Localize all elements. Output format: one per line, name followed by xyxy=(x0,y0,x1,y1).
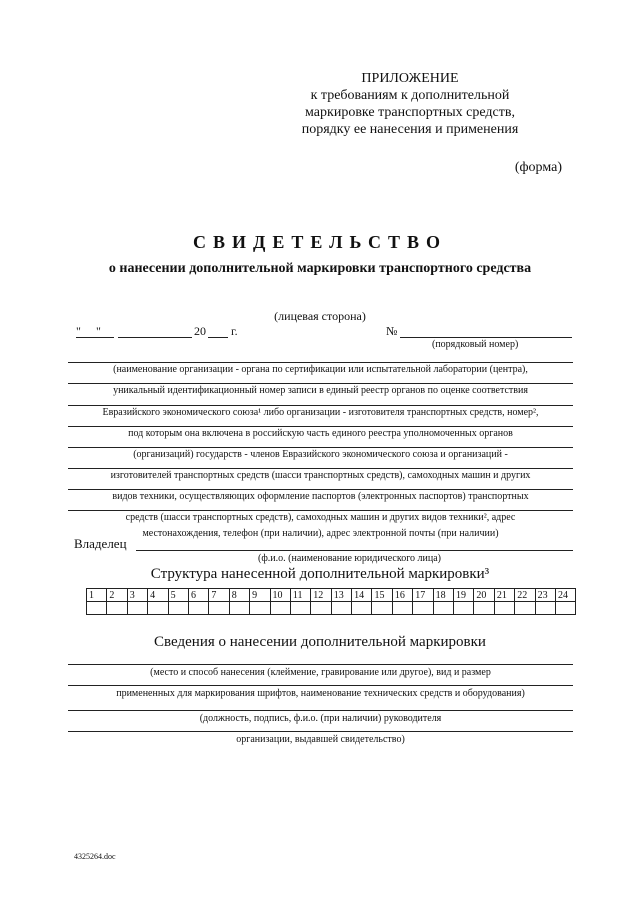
grid-header-cell: 9 xyxy=(250,589,270,602)
info-line xyxy=(68,685,573,686)
day-underline xyxy=(76,337,114,338)
info-caption: примененных для маркирования шрифтов, наименование технических средств и оборудования) xyxy=(116,688,525,699)
grid-header-cell: 16 xyxy=(392,589,412,602)
grid-header-cell: 3 xyxy=(127,589,147,602)
org-caption: уникальный идентификационный номер записи в единый реестр органов по оценке соответствия xyxy=(113,385,528,396)
signature-line xyxy=(68,710,573,711)
grid-entry-cell[interactable] xyxy=(209,602,229,615)
grid-entry-cell[interactable] xyxy=(188,602,208,615)
org-line xyxy=(68,426,573,427)
grid-entry-cell[interactable] xyxy=(535,602,555,615)
quote-close: " xyxy=(96,324,101,338)
month-underline xyxy=(118,337,192,338)
grid-header-cell: 11 xyxy=(290,589,310,602)
grid-entry-cell[interactable] xyxy=(107,602,127,615)
grid-entry-cell[interactable] xyxy=(87,602,107,615)
grid-entry-cell[interactable] xyxy=(433,602,453,615)
org-line xyxy=(68,383,573,384)
info-title: Сведения о нанесении дополнительной маркировки xyxy=(154,634,486,650)
grid-header-cell: 23 xyxy=(535,589,555,602)
grid-entry-cell[interactable] xyxy=(290,602,310,615)
info-caption: (место и способ нанесения (клеймение, гравирование или другое), вид и размер xyxy=(150,667,491,678)
appendix-line: к требованиям к дополнительной xyxy=(310,88,510,103)
grid-header-cell: 1 xyxy=(87,589,107,602)
org-line xyxy=(68,362,573,363)
structure-grid xyxy=(86,588,576,615)
grid-entry-cell[interactable] xyxy=(454,602,474,615)
grid-header-cell: 8 xyxy=(229,589,249,602)
signature-line xyxy=(68,731,573,732)
grid-entry-cell[interactable] xyxy=(229,602,249,615)
owner-line xyxy=(136,550,573,551)
grid-entry-cell[interactable] xyxy=(311,602,331,615)
grid-header-cell: 18 xyxy=(433,589,453,602)
grid-header-cell: 17 xyxy=(413,589,433,602)
structure-title: Структура нанесенной дополнительной маркировки³ xyxy=(150,566,490,582)
year-prefix: 20 xyxy=(194,324,206,338)
number-sign: № xyxy=(386,324,398,338)
appendix-line: порядку ее нанесения и применения xyxy=(301,122,519,137)
grid-entry-cell[interactable] xyxy=(127,602,147,615)
org-caption: Евразийского экономического союза¹ либо организации - изготовителя транспортных средств, номер², xyxy=(102,407,539,418)
org-caption: (организаций) государств - членов Евразийского экономического союза и организаций - xyxy=(133,449,508,460)
grid-header-cell: 5 xyxy=(168,589,188,602)
side-note: (лицевая сторона) xyxy=(274,309,366,323)
grid-header-cell: 19 xyxy=(454,589,474,602)
grid-entry-cell[interactable] xyxy=(250,602,270,615)
org-caption: средств (шасси транспортных средств), самоходных машин и других видов техники², адрес xyxy=(125,512,516,523)
owner-caption: (ф.и.о. (наименование юридического лица) xyxy=(258,553,442,564)
grid-entry-cell[interactable] xyxy=(148,602,168,615)
org-caption: изготовителей транспортных средств (шасси транспортных средств), самоходных машин и других xyxy=(110,470,531,481)
grid-entry-cell[interactable] xyxy=(413,602,433,615)
grid-header-cell: 20 xyxy=(474,589,494,602)
grid-header-cell: 7 xyxy=(209,589,229,602)
org-line xyxy=(68,510,573,511)
quote-open: " xyxy=(76,324,81,338)
grid-entry-cell[interactable] xyxy=(494,602,514,615)
org-line xyxy=(68,405,573,406)
appendix-block xyxy=(280,70,540,138)
grid-header-cell: 21 xyxy=(494,589,514,602)
org-line xyxy=(68,468,573,469)
grid-header-cell: 6 xyxy=(188,589,208,602)
owner-label: Владелец xyxy=(74,536,127,551)
org-line xyxy=(68,447,573,448)
grid-header-cell: 12 xyxy=(311,589,331,602)
year-suffix: г. xyxy=(231,324,238,338)
document-title: СВИДЕТЕЛЬСТВО xyxy=(192,232,448,252)
year-underline xyxy=(208,337,228,338)
grid-entry-cell[interactable] xyxy=(331,602,351,615)
number-caption: (порядковый номер) xyxy=(432,339,519,350)
org-caption: под которым она включена в российскую часть единого реестра уполномоченных органов xyxy=(128,428,513,439)
file-name: 4325264.doc xyxy=(74,852,116,861)
grid-header-cell: 4 xyxy=(148,589,168,602)
grid-entry-cell[interactable] xyxy=(392,602,412,615)
info-line xyxy=(68,664,573,665)
grid-entry-cell[interactable] xyxy=(352,602,372,615)
grid-header-cell: 15 xyxy=(372,589,392,602)
number-underline xyxy=(400,337,572,338)
form-label: (форма) xyxy=(514,160,562,175)
document-subtitle: о нанесении дополнительной маркировки транспортного средства xyxy=(108,261,532,276)
grid-header-cell: 22 xyxy=(515,589,535,602)
grid-header-cell: 2 xyxy=(107,589,127,602)
org-line xyxy=(68,489,573,490)
grid-entry-cell[interactable] xyxy=(515,602,535,615)
org-caption: видов техники, осуществляющих оформление паспортов (электронных паспортов) транспортных xyxy=(112,491,529,502)
grid-header-cell: 14 xyxy=(352,589,372,602)
grid-entry-cell[interactable] xyxy=(474,602,494,615)
appendix-line: маркировке транспортных средств, xyxy=(305,105,515,120)
grid-entry-cell[interactable] xyxy=(555,602,575,615)
grid-header-cell: 10 xyxy=(270,589,290,602)
grid-entry-cell[interactable] xyxy=(270,602,290,615)
appendix-heading: ПРИЛОЖЕНИЕ xyxy=(361,71,459,86)
signature-caption: организации, выдавшей свидетельство) xyxy=(236,734,405,745)
org-caption: местонахождения, телефон (при наличии), адрес электронной почты (при наличии) xyxy=(142,528,499,539)
grid-header-cell: 24 xyxy=(555,589,575,602)
grid-header-cell: 13 xyxy=(331,589,351,602)
signature-caption: (должность, подпись, ф.и.о. (при наличии) руководителя xyxy=(199,713,442,724)
org-caption: (наименование организации - органа по сертификации или испытательной лаборатории (центра), xyxy=(113,364,528,375)
grid-entry-cell[interactable] xyxy=(372,602,392,615)
grid-entry-cell[interactable] xyxy=(168,602,188,615)
